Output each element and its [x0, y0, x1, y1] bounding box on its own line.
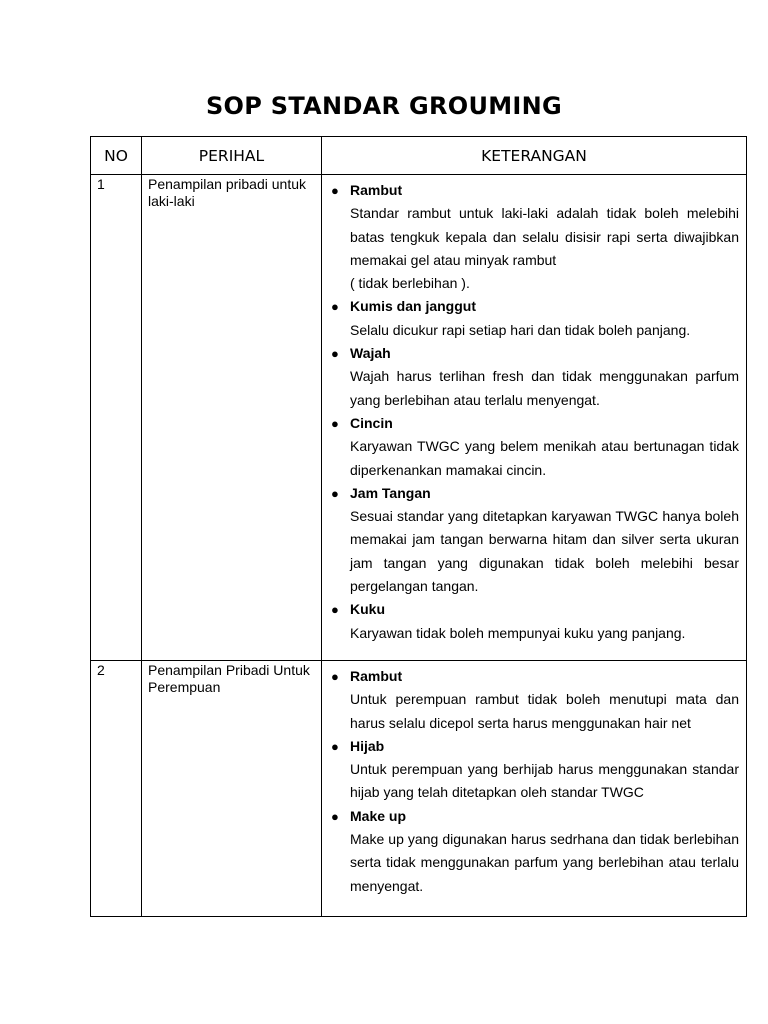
item-heading: Kumis dan janggut: [350, 298, 476, 315]
item-description-tail: ( tidak berlebihan ).: [350, 275, 470, 292]
bullet-icon: ●: [331, 415, 339, 431]
row-keterangan: [322, 660, 747, 916]
item-description: Standar rambut untuk laki-laki adalah tidak boleh melebihi batas tengkuk kepala dan selalu disisir rapi serta diwajibkan memakai gel atau minyak rambut: [350, 205, 739, 268]
item-heading: Make up: [350, 807, 407, 824]
list-item: [326, 295, 739, 342]
item-heading: Rambut: [350, 667, 403, 684]
list-item: [326, 665, 739, 735]
item-description: Selalu dicukur rapi setiap hari dan tidak boleh panjang.: [350, 321, 691, 338]
item-description: Untuk perempuan yang berhijab harus menggunakan standar hijab yang telah ditetapkan oleh standar TWGC: [350, 761, 739, 801]
bullet-icon: ●: [331, 346, 339, 362]
list-item: [326, 735, 739, 805]
item-heading: Cincin: [350, 414, 393, 431]
list-item: [326, 598, 739, 645]
header-no: NO: [91, 137, 142, 175]
item-description: Wajah harus terlihan fresh dan tidak menggunakan parfum yang berlebihan atau terlalu menyengat.: [350, 368, 739, 408]
bullet-icon: ●: [331, 738, 339, 754]
bullet-icon: ●: [331, 183, 339, 198]
sop-table: [90, 136, 747, 917]
list-item: [326, 342, 739, 412]
bullet-icon: ●: [331, 299, 339, 315]
item-heading: Kuku: [350, 601, 385, 618]
document-title: SOP STANDAR GROUMING: [205, 92, 563, 120]
item-description: Sesuai standar yang ditetapkan karyawan TWGC hanya boleh memakai jam tangan berwarna hitam dan silver serta ukuran jam tangan yang digunakan tidak boleh melebihi besar pergelangan tangan.: [350, 508, 739, 595]
table-row: [91, 175, 747, 661]
table-header-row: [91, 137, 747, 175]
bullet-icon: ●: [331, 668, 339, 684]
item-heading: Wajah: [350, 345, 391, 362]
row-number: 1: [91, 175, 142, 661]
header-keterangan: KETERANGAN: [322, 137, 747, 175]
row-perihal: Penampilan pribadi untuk laki-laki: [142, 175, 322, 661]
list-item: [326, 482, 739, 598]
list-item: [326, 179, 739, 295]
table-row: [91, 660, 747, 916]
header-perihal: PERIHAL: [142, 137, 322, 175]
item-description: Untuk perempuan rambut tidak boleh menutupi mata dan harus selalu dicepol serta harus menggunakan hair net: [350, 691, 739, 731]
list-item: [326, 412, 739, 482]
list-item: [326, 805, 739, 898]
item-heading: Hijab: [350, 737, 385, 754]
bullet-icon: ●: [331, 485, 339, 501]
bullet-icon: ●: [331, 602, 339, 618]
keterangan-list: [326, 665, 739, 898]
keterangan-list: [326, 179, 739, 645]
row-perihal: Penampilan Pribadi Untuk Perempuan: [142, 660, 322, 916]
item-description: Karyawan TWGC yang belem menikah atau bertunagan tidak diperkenankan mamakai cincin.: [350, 438, 739, 478]
item-heading: Rambut: [350, 182, 403, 198]
bullet-icon: ●: [331, 808, 339, 824]
item-heading: Jam Tangan: [350, 484, 431, 501]
item-description: Karyawan tidak boleh mempunyai kuku yang panjang.: [350, 624, 686, 641]
row-keterangan: [322, 175, 747, 661]
row-number: 2: [91, 660, 142, 916]
item-description: Make up yang digunakan harus sedrhana dan tidak berlebihan serta tidak menggunakan parfum yang berlebihan atau terlalu menyengat.: [350, 831, 739, 894]
